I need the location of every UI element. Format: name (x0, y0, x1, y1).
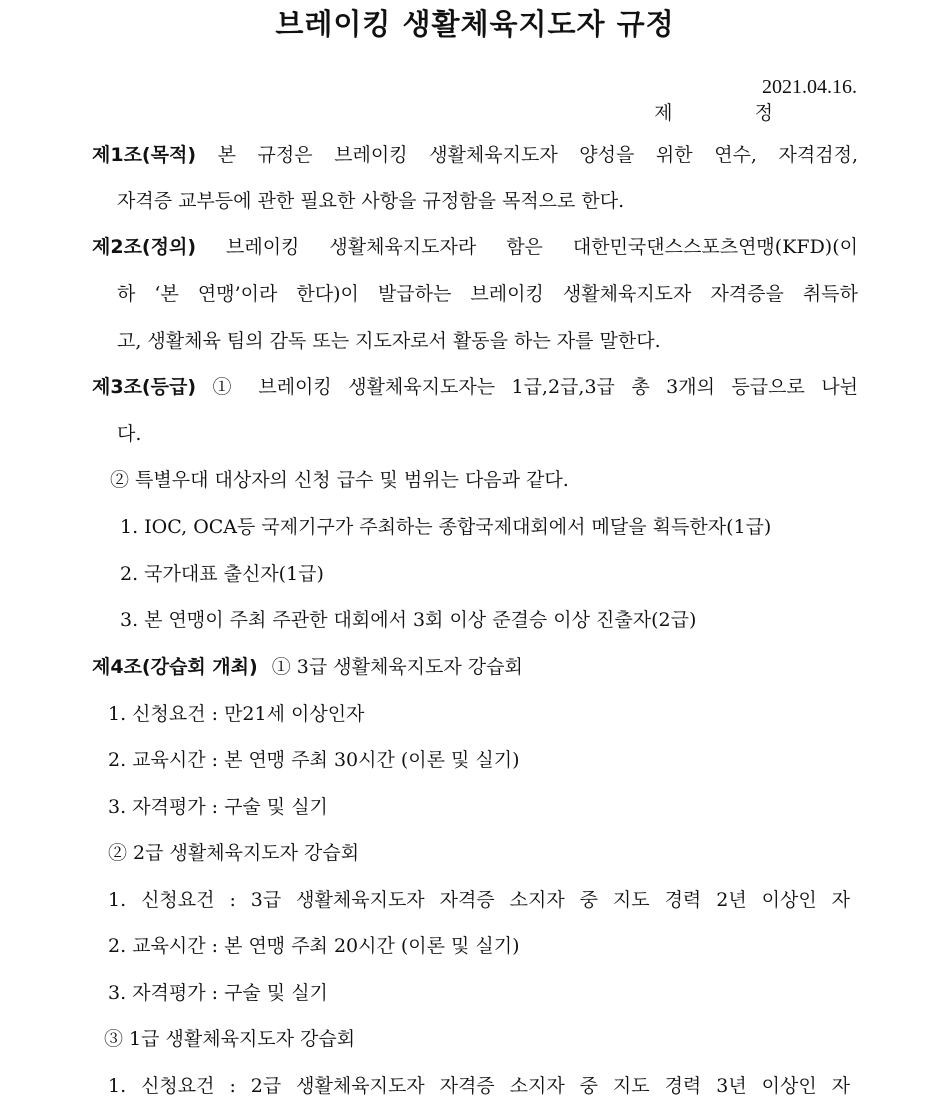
article3-text2: 다. (117, 423, 142, 445)
article4-sec1-item2: 2. 교육시간 : 본 연맹 주최 30시간 (이론 및 실기) (108, 749, 520, 771)
article3-item2: 2. 국가대표 출신자(1급) (120, 563, 324, 585)
article2-text2: 하 ‘본 연맹’이라 한다)이 발급하는 브레이킹 생활체육지도자 자격증을 취득하 (117, 283, 858, 305)
article3-item3: 3. 본 연맹이 주최 주관한 대회에서 3회 이상 준결승 이상 진출자(2급) (120, 609, 697, 631)
article4-sec2-item3: 3. 자격평가 : 구술 및 실기 (108, 982, 328, 1004)
article4-sec1-title: ① 3급 생활체육지도자 강습회 (271, 656, 523, 678)
document-title: 브레이킹 생활체육지도자 규정 (275, 7, 675, 41)
enactment-label: 제 정 (654, 102, 811, 124)
article2-text3: 고, 생활체육 팀의 감독 또는 지도자로서 활동을 하는 자를 말한다. (117, 330, 661, 352)
article3-text1: ① 브레이킹 생활체육지도자는 1급,2급,3급 총 3개의 등급으로 나뉜 (212, 376, 858, 398)
article3-line1 (92, 372, 858, 402)
enactment-date: 2021.04.16. (762, 76, 857, 98)
article4-sec1-item1: 1. 신청요건 : 만21세 이상인자 (108, 703, 365, 725)
article4-sec1-item3: 3. 자격평가 : 구술 및 실기 (108, 796, 328, 818)
article3-text3: ② 특별우대 대상자의 신청 급수 및 범위는 다음과 같다. (110, 469, 569, 491)
article1-text1: 본 규정은 브레이킹 생활체육지도자 양성을 위한 연수, 자격검정, (217, 144, 858, 166)
article2-line1 (92, 232, 858, 262)
article4-line1 (92, 652, 523, 682)
article4-sec2-title: ② 2급 생활체육지도자 강습회 (108, 842, 360, 864)
article2-text1: 브레이킹 생활체육지도자라 함은 대한민국댄스스포츠연맹(KFD)(이 (226, 236, 858, 258)
article2-heading: 제2조(정의) (92, 236, 197, 258)
article4-sec2-item2: 2. 교육시간 : 본 연맹 주최 20시간 (이론 및 실기) (108, 935, 520, 957)
article4-sec3-title: ③ 1급 생활체육지도자 강습회 (104, 1028, 356, 1050)
article4-heading: 제4조(강습회 개최) (92, 656, 258, 678)
article1-heading: 제1조(목적) (92, 144, 197, 166)
article1-line1 (92, 140, 858, 170)
article3-item1: 1. IOC, OCA등 국제기구가 주최하는 종합국제대회에서 메달을 획득한자(1급) (120, 516, 772, 538)
article4-sec2-item1: 1. 신청요건 : 3급 생활체육지도자 자격증 소지자 중 지도 경력 2년 이상인 자 (108, 889, 850, 911)
article3-heading: 제3조(등급) (92, 376, 197, 398)
article1-text2: 자격증 교부등에 관한 필요한 사항을 규정함을 목적으로 한다. (117, 190, 625, 212)
article4-sec3-item1: 1. 신청요건 : 2급 생활체육지도자 자격증 소지자 중 지도 경력 3년 이상인 자 (108, 1075, 850, 1097)
